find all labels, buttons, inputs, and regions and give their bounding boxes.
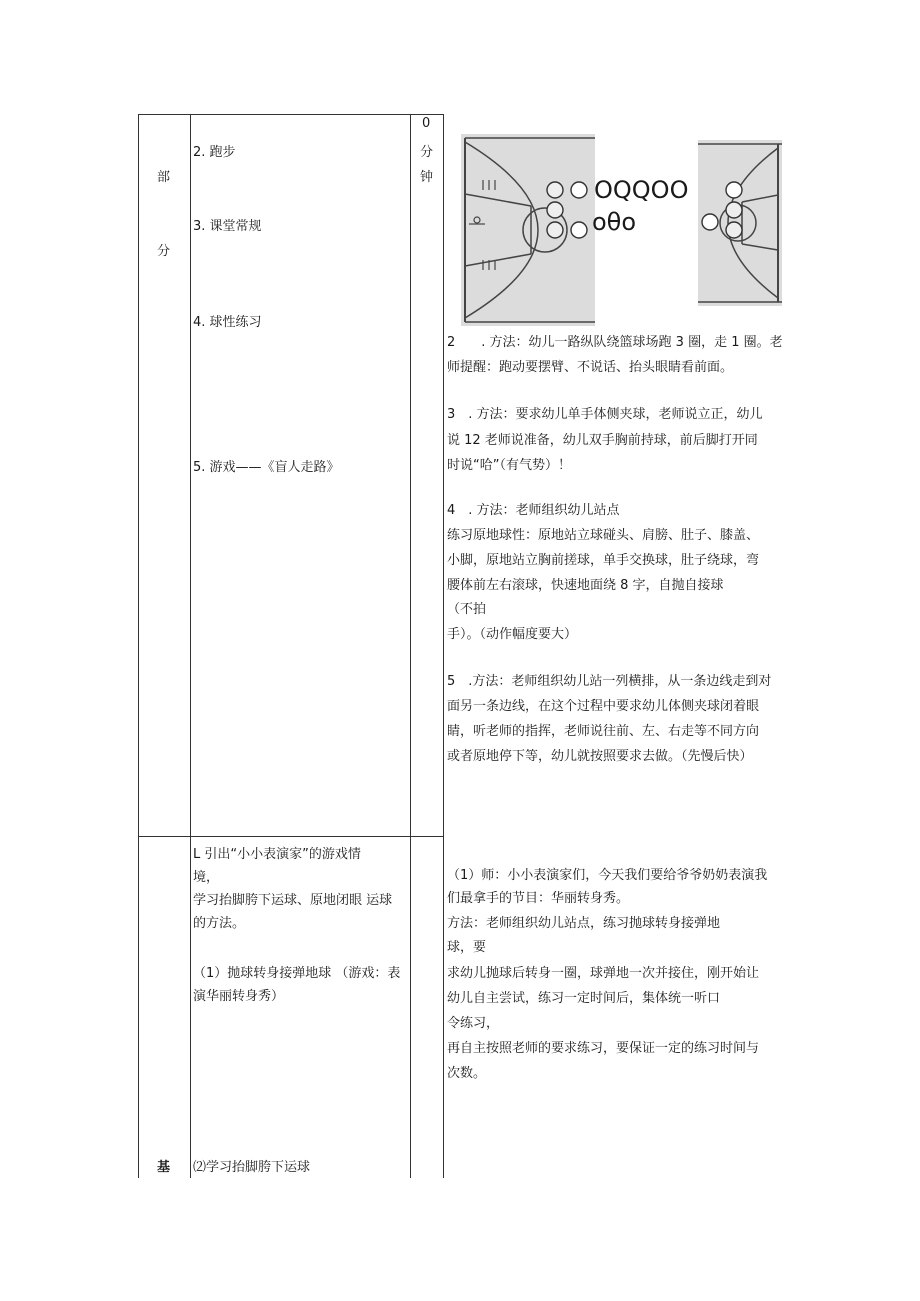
section-label-char-basic: 基 <box>157 1160 171 1175</box>
time-unit-char-2: 钟 <box>420 170 434 185</box>
method-4-line-1: 4 . 方法：老师组织幼儿站点 <box>447 503 620 518</box>
activity-item-running: 2. 跑步 <box>193 145 236 160</box>
activity-item-game: 5. 游戏——《盲人走路》 <box>193 460 340 475</box>
method-4-line-4: 腰体前左右滚球，快速地面绕 8 字，自抛自接球 <box>447 578 724 593</box>
basic-item-line-6: 演华丽转身秀） <box>193 989 285 1004</box>
basic-item-line-1: L 引出“小小表演家”的游戏情 <box>193 847 361 862</box>
basic-method-line-6: 幼儿自主尝试，练习一定时间后，集体统一听口 <box>447 991 721 1006</box>
method-2-line-2: 师提醒：跑动要摆臂、不说话、抬头眼睛看前面。 <box>447 360 734 375</box>
section-label-char-2: 分 <box>157 244 171 259</box>
basic-method-line-9: 次数。 <box>447 1066 487 1081</box>
activity-item-ball-practice: 4. 球性练习 <box>193 315 262 330</box>
court-diagram-left <box>461 134 595 326</box>
basic-item-line-2: 境， <box>193 870 220 885</box>
method-4-line-3: 小脚，原地站立胸前搓球，单手交换球，肚子绕球，弯 <box>447 553 760 568</box>
court-diagram-right <box>698 140 782 306</box>
basic-item-line-3: 学习抬脚胯下运球、原地闭眼 运球 <box>193 893 393 908</box>
table-top-border <box>138 114 444 115</box>
column-divider-3 <box>443 114 444 1178</box>
method-5-line-1: 5 .方法：老师组织幼儿站一列横排，从一条边线走到对 <box>447 674 772 689</box>
basic-method-line-5: 求幼儿抛球后转身一圈，球弹地一次并接住，刚开始让 <box>447 966 760 981</box>
method-3-line-3: 时说“哈”（有气势）！ <box>447 458 571 473</box>
section-label-char-1: 部 <box>157 170 171 185</box>
row-divider <box>138 836 444 837</box>
method-4-line-2: 练习原地球性：原地站立球碰头、肩膀、肚子、膝盖、 <box>447 528 760 543</box>
method-5-line-2: 面另一条边线，在这个过程中要求幼儿体侧夹球闭着眼 <box>447 699 760 714</box>
basic-method-line-1: （1）师：小小表演家们，今天我们要给爷爷奶奶表演我 <box>447 868 768 883</box>
activity-item-class-routine: 3. 课堂常规 <box>193 219 262 234</box>
time-value: 0 <box>422 116 431 131</box>
method-3-line-2: 说 12 老师说准备，幼儿双手胸前持球，前后脚打开同 <box>447 433 758 448</box>
method-2-line-1: 2 . 方法：幼儿一路纵队绕篮球场跑 3 圈，走 1 圈。老 <box>447 335 783 350</box>
basic-method-line-2: 们最拿手的节目：华丽转身秀。 <box>447 891 630 906</box>
basic-item-line-7: ⑵学习抬脚胯下运球 <box>193 1160 311 1175</box>
method-5-line-3: 睛，听老师的指挥，老师说往前、左、右走等不同方向 <box>447 724 760 739</box>
diagram-circles-row-1: OQQOO <box>594 176 689 204</box>
method-3-line-1: 3 . 方法：要求幼儿单手体侧夹球，老师说立正，幼儿 <box>447 407 763 422</box>
basic-method-line-7: 令练习， <box>447 1016 500 1031</box>
time-unit-char-1: 分 <box>420 145 434 160</box>
table-left-border <box>138 114 139 1178</box>
method-4-line-5: （不拍 <box>447 602 487 617</box>
method-4-line-6: 手）。（动作幅度要大） <box>447 627 578 642</box>
basic-method-line-8: 再自主按照老师的要求练习，要保证一定的练习时间与 <box>447 1041 760 1056</box>
diagram-circles-row-2: oθo <box>592 208 637 236</box>
method-5-line-4: 或者原地停下等，幼儿就按照要求去做。（先慢后快） <box>447 749 753 764</box>
basic-method-line-3: 方法：老师组织幼儿站点，练习抛球转身接弹地 <box>447 916 721 931</box>
basic-method-line-4: 球，要 <box>447 940 487 955</box>
column-divider-1 <box>190 114 191 1178</box>
column-divider-2 <box>410 114 411 1178</box>
basic-item-line-4: 的方法。 <box>193 916 246 931</box>
basic-item-line-5: （1）抛球转身接弹地球 （游戏：表 <box>193 966 401 981</box>
